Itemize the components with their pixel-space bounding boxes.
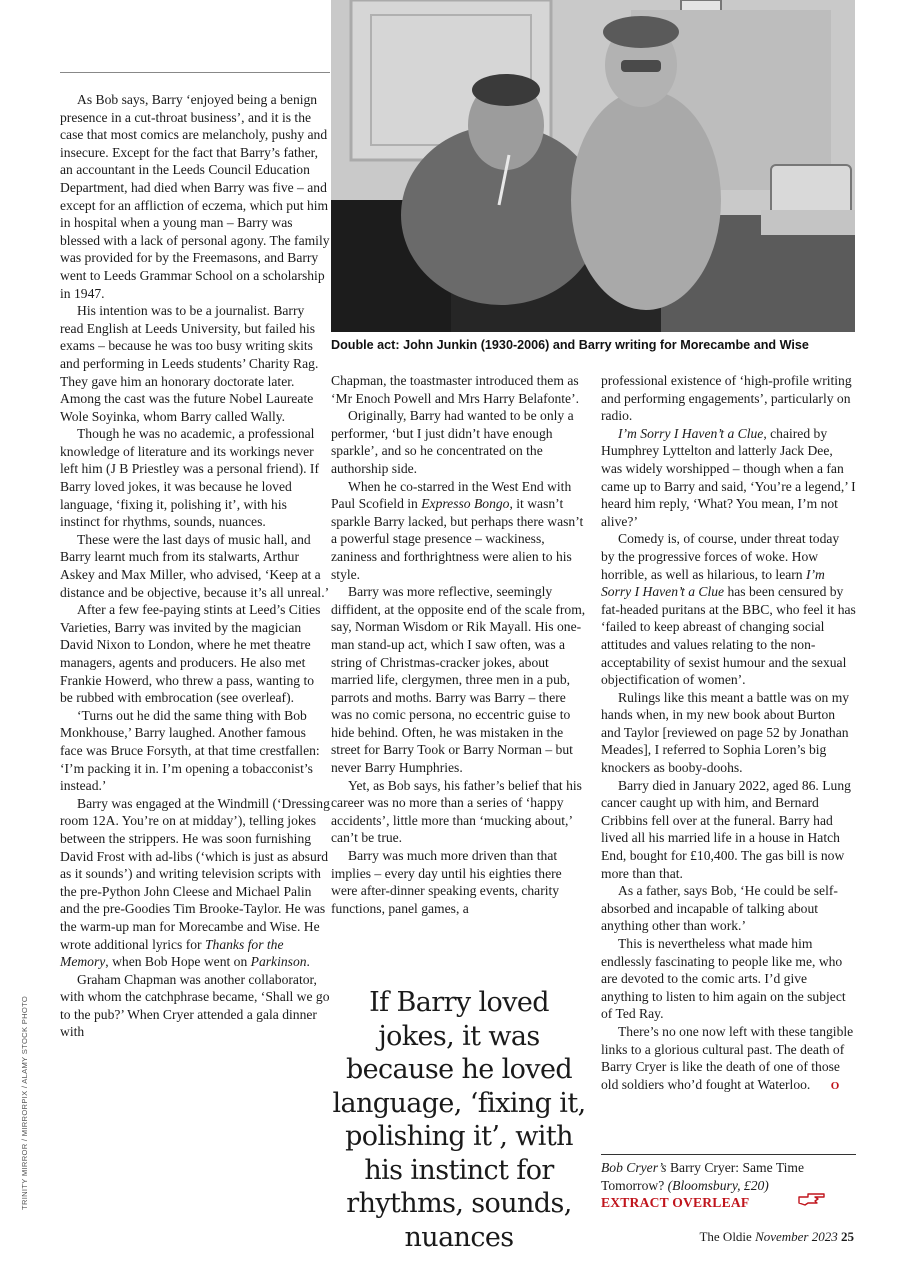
paragraph-text: . xyxy=(306,954,310,970)
paragraph xyxy=(601,1023,856,1095)
paragraph: professional existence of ‘high-profile writing and performing engagements’, particularly on radio. xyxy=(601,373,852,424)
show-title: Parkinson xyxy=(250,954,307,970)
column-1 xyxy=(60,91,330,1041)
page-number: 25 xyxy=(841,1229,854,1244)
paragraph-text: Comedy is, of course, under threat today by the progressive forces of woke. How horrible, as well as hilarious, to learn xyxy=(601,531,840,582)
paragraph-text: has been censured by fat-headed puritans at the BBC, who feel it has ‘failed to keep abreast of changing social attitudes and values relating to the non-acceptability of sexist humour and the sexual objectification of women’. xyxy=(601,584,856,688)
top-rule xyxy=(60,72,330,73)
book-publisher: (Bloomsbury, £20) xyxy=(667,1177,769,1193)
extract-overleaf-link[interactable]: EXTRACT OVERLEAF xyxy=(601,1195,750,1211)
photo xyxy=(331,0,855,332)
paragraph: Barry was more reflective, seemingly diffident, at the opposite end of the scale from, say, Norman Wisdom or Rik Mayall. His one-man stand-up act, which I saw often, was a string of Christmas-cracker jokes, about married life, clergymen, three men in a pub, parrots and moths. Barry was Barry – there was no comic persona, no eccentric guise to hide behind. Often, he was mistaken in the street for Barry Took or Barry Norman – but never Barry Humphries. xyxy=(331,584,586,776)
paragraph: Chapman, the toastmaster introduced them as ‘Mr Enoch Powell and Mrs Harry Belafonte’. xyxy=(331,373,580,406)
pointing-hand-icon xyxy=(798,1191,826,1207)
paragraph-text: , it wasn’t sparkle Barry lacked, but perhaps there wasn’t a powerful stage presence – wackiness, zaniness and forthrightness were alien to his style. xyxy=(331,496,584,582)
book-author: Bob Cryer’s xyxy=(601,1160,667,1175)
paragraph xyxy=(60,795,330,971)
pull-quote: If Barry loved jokes, it was because he loved language, ‘fixing it, polishing it’, with his instinct for rhythms, sounds, nuances xyxy=(332,987,586,1253)
paragraph: As a father, says Bob, ‘He could be self-absorbed and incapable of talking about anything other than work.’ xyxy=(601,883,838,934)
column-3 xyxy=(601,372,856,1095)
photo-caption: Double act: John Junkin (1930-2006) and Barry writing for Morecambe and Wise xyxy=(331,338,809,352)
show-title: I’m Sorry I Haven’t a Clue xyxy=(618,425,764,441)
photo-credit: TRINITY MIRROR / MIRRORPIX / ALAMY STOCK PHOTO xyxy=(20,995,29,1210)
paragraph: Barry was much more driven than that implies – every day until his eighties there were after-dinner speaking events, charity functions, panel games, a xyxy=(331,848,562,916)
paragraph: Barry died in January 2022, aged 86. Lung cancer caught up with him, and Bernard Cribbins fell over at the funeral. Barry had lived all his married life in a house in Hatch End, bought for £10,400. The gas bill is now more than that. xyxy=(601,777,851,881)
photo-illustration xyxy=(331,0,855,332)
paragraph xyxy=(331,478,586,584)
paragraph-text: Barry was engaged at the Windmill (‘Dressing room 12A. You’re on at midday’), telling jokes between the strippers. He was soon furnishing David Frost with ad-libs (‘which is just as absurd as it sounds’) and writing television scripts with the pre-Python John Cleese and Michael Palin and the pre-Goodies Tim Brooke-Taylor. He was the warm-up man for Morecambe and Wise. He wrote additional lyrics for xyxy=(60,795,330,952)
paragraph: ‘Turns out he did the same thing with Bob Monkhouse,’ Barry laughed. Another famous face was Bruce Forsyth, at that time crestfallen: ‘I’m packing it in. I’m opening a tobacconist’s instead.’ xyxy=(60,707,320,794)
show-title: I’m Sorry I Haven’t a Clue xyxy=(601,566,825,600)
paragraph xyxy=(601,425,856,531)
book-rule xyxy=(601,1154,856,1155)
book-title: Barry Cryer: Same Time Tomorrow? xyxy=(601,1160,805,1193)
paragraph-text: , chaired by Humphrey Lyttelton and latterly Jack Dee, was widely worshipped – though when a fan came up to Barry and said, ‘You’re a legend,’ I heard him reply, ‘What? You mean, I’m not alive?’ xyxy=(601,425,856,529)
song-title: Thanks for the Memory xyxy=(60,936,284,970)
page-footer xyxy=(699,1229,854,1245)
paragraph: Rulings like this meant a battle was on my hands when, in my new book about Burton and Taylor [reviewed on page 52 by Jonathan Meades], I referred to Sophia Loren’s big knockers as booby-doohs. xyxy=(601,689,850,776)
paragraph xyxy=(601,530,856,688)
paragraph: After a few fee-paying stints at Leed’s Cities Varieties, Barry was invited by the magician David Nixon to London, where he met theatre managers, agents and producers. He also met Frankie Howerd, who threw a pass, wanting to be rubbed with embrocation (see overleaf). xyxy=(60,602,321,706)
show-title: Expresso Bongo xyxy=(421,496,510,512)
paragraph-text: , when Bob Hope went on xyxy=(105,954,251,970)
paragraph: His intention was to be a journalist. Barry read English at Leeds University, but failed his exams – because he was too busy writing skits and performing in Leeds students’ Charity Rag. They gave him an honorary doctorate later. Among the cast was the future Nobel Laureate Wole Soyinka, whom Barry called Wally. xyxy=(60,303,319,424)
paragraph: Graham Chapman was another collaborator, with whom the catchphrase became, ‘Shall we go to the pub?’ When Cryer attended a gala dinner with xyxy=(60,971,330,1040)
magazine-name: The Oldie xyxy=(699,1229,756,1244)
paragraph-text: When he co-starred in the West End with Paul Scofield in xyxy=(331,478,572,512)
paragraph: Yet, as Bob says, his father’s belief that his career was no more than a series of ‘happy accidents’, little more than ‘mucking about,’ can’t be true. xyxy=(331,777,582,846)
paragraph-text: There’s no one now left with these tangible links to a glorious cultural past. The death of Barry Cryer is like the death of one of those old soldiers who’d fought at Waterloo. xyxy=(601,1023,854,1092)
paragraph: These were the last days of music hall, and Barry learnt much from its stalwarts, Arthur Askey and Max Miller, who advised, ‘Keep at a distance and be objective, because it’s all unreal.’ xyxy=(60,531,330,600)
paragraph: This is nevertheless what made him endlessly fascinating to people like me, who are devoted to the comic arts. I’d give anything to listen to him again on the subject of Ted Ray. xyxy=(601,936,846,1022)
column-2 xyxy=(331,372,586,917)
paragraph: As Bob says, Barry ‘enjoyed being a benign presence in a cut-throat business’, and it is the case that most comics are melancholy, pushy and insecure. Except for the fact that Barry’s father, an accountant in the Leeds Council Education Department, had died when Barry was five – and except for an affliction of eczema, which put him in hospital when a young man – Barry was blessed with a lack of personal agony. The family was provided for by the Freemasons, and Barry went to Leeds Grammar School on a scholarship in 1947. xyxy=(60,92,330,301)
paragraph: Though he was no academic, a professional knowledge of literature and its workings never left him (J B Priestley was a personal friend). If Barry loved jokes, it was because he loved language, ‘fixing it, polishing it’, with his instinct for rhythms, sounds, nuances. xyxy=(60,426,319,530)
paragraph: Originally, Barry had wanted to be only a performer, ‘but I just didn’t have enough sparkle’, and so he concentrated on the authorship side. xyxy=(331,408,574,476)
end-mark-icon: O xyxy=(830,1079,840,1092)
issue-date: November 2023 xyxy=(755,1229,838,1244)
